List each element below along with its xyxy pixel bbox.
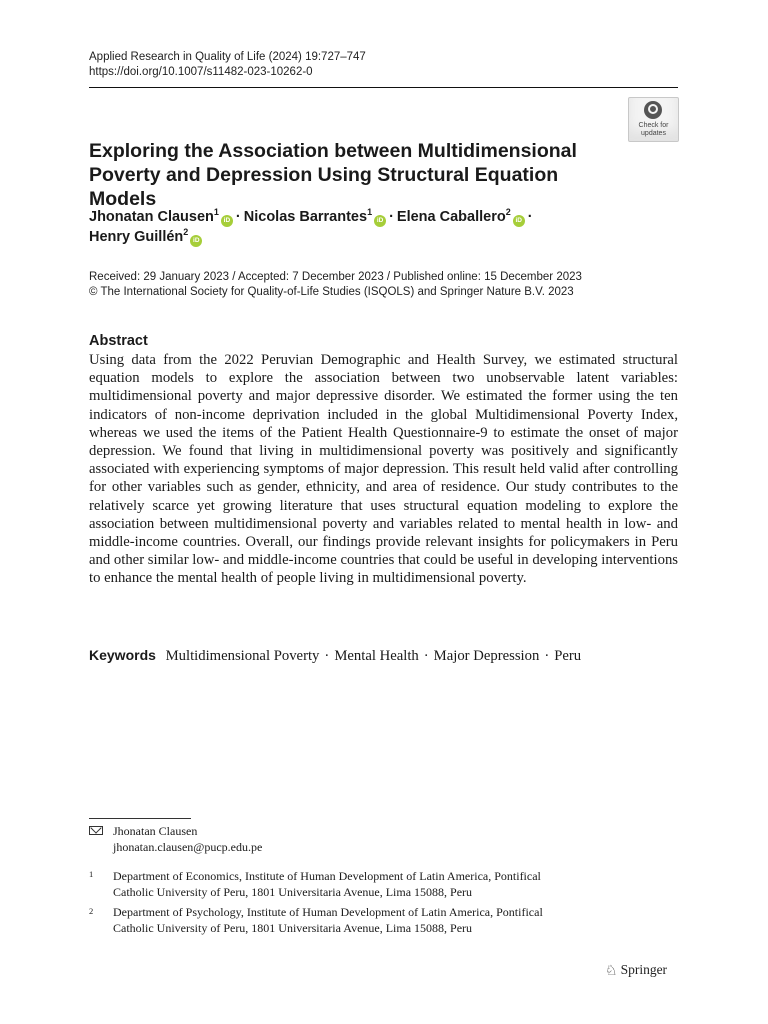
author-affil-sup: 2	[505, 207, 511, 217]
keyword-item: Peru	[554, 648, 582, 664]
affiliation-number: 2	[89, 906, 94, 916]
abstract-text: Using data from the 2022 Peruvian Demographic and Health Survey, we estimated structural equation models to explore the association between two unobservable latent variables: multidimensional poverty and major depressive disorder. We estimated the former using the ten indicators of non-income deprivation included in the global Multidimensional Poverty Index, whereas we used the items of the Patient Health Questionnaire-9 to estimate the onset of major depression. We found that living in multidimensional poverty was positively and significantly associated with experiencing symptoms of major depression. This result held valid after controlling for other variables such as gender, ethnicity, and area of residence. Our study contributes to the relatively scarce yet growing literature that uses structural equation modeling to explore the association between multidimensional poverty and variables related to mental health in low- and middle-income countries. Overall, our findings provide relevant insights for policymakers in Peru and other similar low- and middle-income countries that could be useful in developing interventions to enhance the mental health of people living in multidimensional poverty.	[89, 352, 678, 587]
journal-header	[89, 50, 366, 79]
keywords-label: Keywords	[89, 647, 156, 663]
envelope-icon	[89, 826, 103, 835]
springer-logo	[605, 961, 667, 981]
doi-link[interactable]: https://doi.org/10.1007/s11482-023-10262-0	[89, 65, 313, 78]
journal-citation: Applied Research in Quality of Life (2024) 19:727–747	[89, 51, 366, 63]
affiliation-line: Department of Psychology, Institute of Human Development of Latin America, Pontifical	[113, 905, 543, 919]
title-line-1: Exploring the Association between Multidimensional	[89, 140, 577, 162]
author-name[interactable]: Nicolas Barrantes	[243, 209, 368, 225]
author-list	[89, 207, 649, 247]
author-separator: ·	[527, 209, 533, 225]
affiliation-line: Catholic University of Peru, 1801 Universitaria Avenue, Lima 15088, Peru	[113, 921, 473, 935]
footnote-rule	[89, 818, 191, 819]
author-separator: ·	[389, 209, 394, 225]
corresponding-name: Jhonatan Clausen	[113, 824, 198, 838]
badge-line-1: Check for	[638, 122, 669, 129]
keyword-item: Mental Health	[334, 648, 419, 664]
author-name[interactable]: Jhonatan Clausen	[89, 209, 214, 225]
affiliation-line: Catholic University of Peru, 1801 Universitaria Avenue, Lima 15088, Peru	[113, 885, 473, 899]
orcid-icon[interactable]: iD	[190, 235, 202, 247]
keyword-item: Major Depression	[433, 648, 540, 664]
corresponding-email[interactable]: jhonatan.clausen@pucp.edu.pe	[113, 840, 263, 854]
springer-wordmark: Springer	[620, 962, 668, 977]
title-line-2: Poverty and Depression Using Structural Equation Models	[89, 164, 559, 210]
received-accepted-published: Received: 29 January 2023 / Accepted: 7 December 2023 / Published online: 15 December 2023	[89, 271, 582, 283]
affiliation-line: Department of Economics, Institute of Human Development of Latin America, Pontifical	[113, 869, 541, 883]
affiliation-1	[113, 868, 673, 900]
author-affil-sup: 1	[213, 207, 219, 217]
keyword-separator: ·	[324, 648, 330, 664]
abstract-heading: Abstract	[89, 333, 148, 349]
keyword-separator: ·	[544, 648, 550, 664]
affiliation-number: 1	[89, 869, 94, 879]
author-affil-sup: 2	[183, 227, 189, 237]
publication-dates	[89, 270, 679, 300]
article-title	[89, 139, 629, 211]
author-separator: ·	[235, 209, 241, 225]
badge-label	[629, 122, 678, 137]
header-rule	[89, 87, 678, 88]
corresponding-author	[113, 823, 262, 855]
copyright-line: © The International Society for Quality-of-Life Studies (ISQOLS) and Springer Nature B.V. 2023	[89, 286, 574, 298]
keyword-item: Multidimensional Poverty	[165, 648, 320, 664]
check-updates-icon	[644, 101, 662, 119]
orcid-icon[interactable]: iD	[513, 215, 525, 227]
badge-line-2: updates	[641, 129, 666, 137]
author-name[interactable]: Elena Caballero	[396, 209, 506, 225]
orcid-icon[interactable]: iD	[374, 215, 386, 227]
orcid-icon[interactable]: iD	[221, 215, 233, 227]
springer-horse-icon: ♘	[605, 964, 618, 979]
author-name[interactable]: Henry Guillén	[89, 229, 184, 245]
affiliation-2	[113, 904, 673, 936]
keywords	[89, 646, 689, 665]
keyword-separator: ·	[423, 648, 429, 664]
author-affil-sup: 1	[367, 207, 373, 217]
check-for-updates-badge[interactable]	[628, 97, 679, 142]
